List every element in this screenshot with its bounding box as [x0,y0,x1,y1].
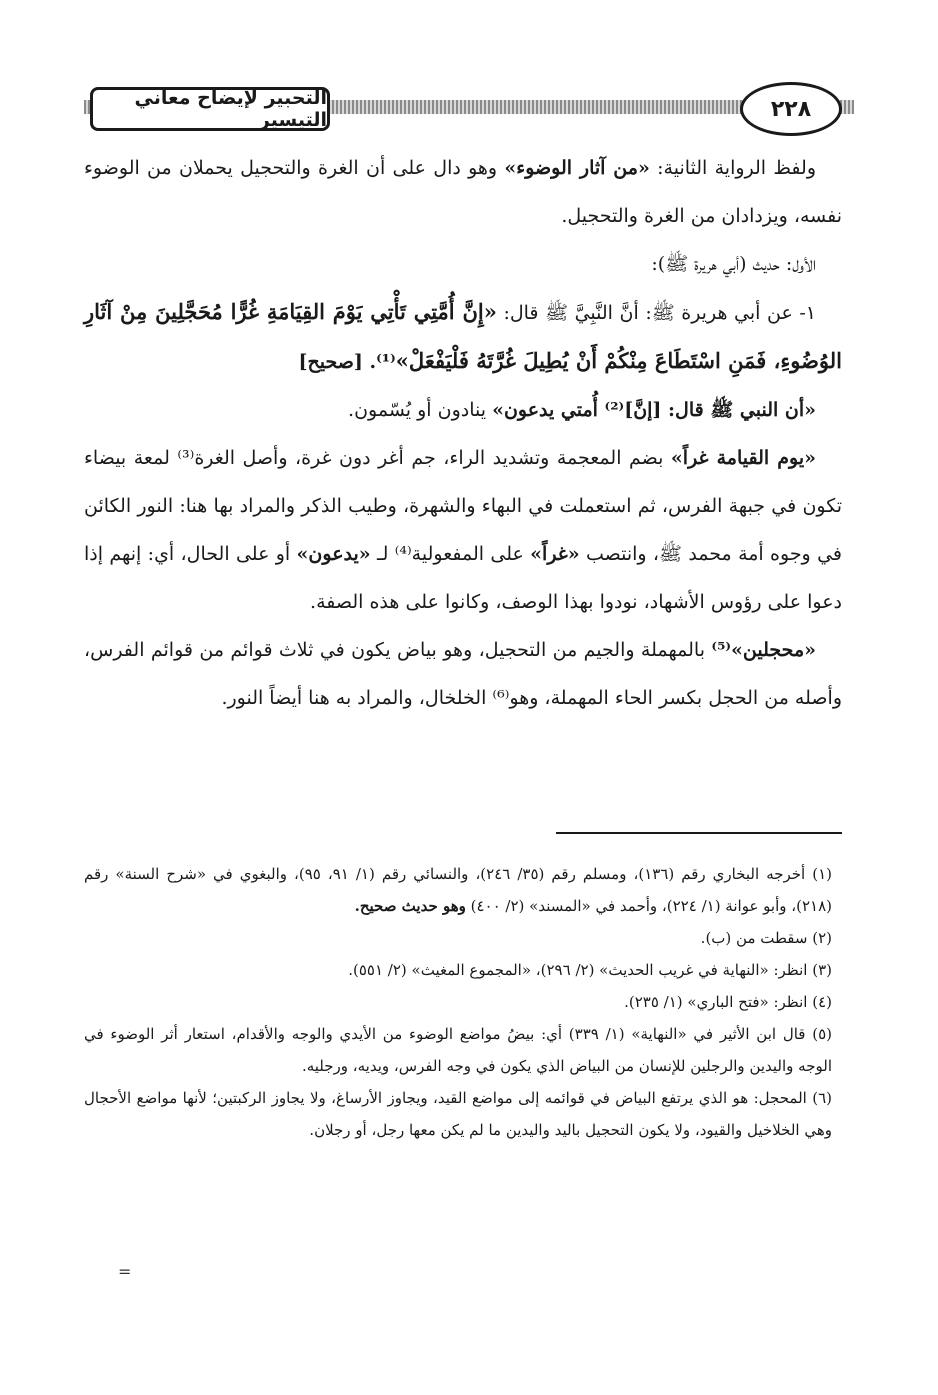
text-run: على المفعولية⁽⁴⁾ لـ [370,543,531,565]
hadith-intro: ١- عن أبي هريرة ﷺ: أنَّ النَّبِيَّ ﷺ قال: [496,302,817,324]
hadith-text: «إِنَّ أُمَّتِي تَأْتِي يَوْمَ القِيَامَةِ غُرًّا مُحَجَّلِينَ مِنْ آثَارِ الوُضُوءِ، فَمَنِ اسْتَطَاعَ مِنْكُمْ أَنْ يُطِيلَ غُرَّتَهُ فَلْيَفْعَلْ» [84,299,842,373]
quoted-phrase: «يدعون» [296,543,371,565]
paragraph-second-narration [84,144,842,240]
paragraph-explanation-3 [84,626,842,722]
book-title: التحبير لإيضاح معاني التيسير [90,87,330,131]
page-number: ٢٢٨ [740,82,842,136]
footnote-text: (١) أخرجه البخاري رقم (١٣٦)، ومسلم رقم (٣٥/ ٢٤٦)، والنسائي رقم (١/ ٩١، ٩٥)، والبغوي في «شرح السنة» رقم (٢١٨)، وأبو عوانة (١/ ٢٢٤)، وأحمد في «المسند» (٢/ ٤٠٠) [84,865,833,915]
footnote-3: (٣) انظر: «النهاية في غريب الحديث» (٢/ ٢٩٦)، «المجموع المغيث» (٢/ ٥٥١). [348,961,832,979]
section-heading: الأول: حديث (أبي هريرة ﷺ): [651,253,816,275]
quoted-phrase: «يوم القيامة غراً» [670,447,816,469]
hadith-grade: ⁽¹⁾. [صحيح] [298,351,396,373]
footnote-divider [556,832,842,834]
quoted-phrase: «من آثار الوضوء» [504,157,650,179]
footnotes [84,858,842,1146]
main-text [84,144,842,722]
text-run: بضم المعجمة وتشديد الراء، جم أغر دون غرة، وأصل الغرة⁽³⁾ لمعة بيضاء تكون في جبهة الفرس، ثم استعملت في البهاء والشهرة، وطيب الذكر والمراد بها هنا: النور الكائن في وجوه أمة محمد ﷺ، وانتصب [84,447,842,565]
footnote-5: (٥) قال ابن الأثير في «النهاية» (١/ ٣٣٩) أي: بيضُ مواضع الوضوء من الأيدي والوجه والأقدام، استعار أثر الوضوء في الوجه واليدين والرجلين للإنسان من البياض الذي يكون في وجه الفرس، ويديه، ورجليه. [84,1025,832,1075]
paragraph-explanation-2 [84,434,842,626]
text-run: وهو دال على أن الغرة والتحجيل يحملان من الوضوء نفسه، ويزدادان من الغرة والتحجيل. [84,157,842,227]
paragraph-explanation-1 [84,386,842,434]
footnote-6: (٦) المحجل: هو الذي يرتفع البياض في قوائمه إلى مواضع القيد، ويجاوز الأرساغ، ولا يجاوز الركبتين؛ لأنها مواضع الأحجال وهي الخلاخيل والقيود، ولا يكون التحجيل باليد واليدين ما لم يكن معها رجل، أو رجلان. [84,1089,832,1139]
text-run: ينادون أو يُسّمون. [348,399,493,421]
text-run: ولفظ الرواية الثانية: [649,157,816,179]
continuation-mark: = [118,1262,132,1281]
quoted-phrase: «أن النبي ﷺ قال: [إنَّ]⁽²⁾ أُمتي يدعون» [492,399,816,421]
hadith-paragraph [84,288,842,386]
quoted-phrase: «محجلين»⁽⁵⁾ [711,639,816,661]
footnote-grade: وهو حديث صحيح. [354,897,466,915]
text-run: بالمهملة والجيم من التحجيل، وهو بياض يكون في ثلاث قوائم من قوائم الفرس، وأصله من الحجل بكسر الحاء المهملة، وهو⁽⁶⁾ الخلخال، والمراد به هنا أيضاً النور. [84,639,842,709]
footnote-4: (٤) انظر: «فتح الباري» (١/ ٢٣٥). [624,993,832,1011]
page-header [84,82,854,134]
text-run: أو على الحال، أي: إنهم إذا دعوا على رؤوس الأشهاد، نودوا بهذا الوصف، وكانوا على هذه الصفة. [84,543,842,613]
quoted-phrase: «غراً» [530,543,580,565]
footnote-1 [84,858,842,922]
footnote-2: (٢) سقطت من (ب). [700,929,832,947]
